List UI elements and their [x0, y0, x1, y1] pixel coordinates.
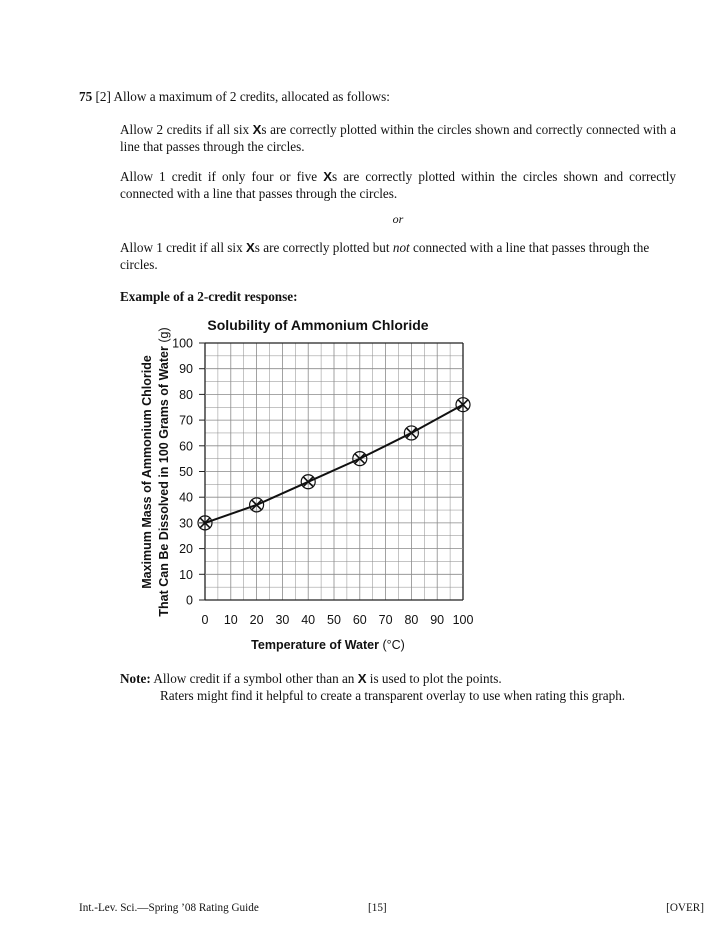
rule2-x-symbol: X — [323, 169, 332, 184]
y-tick-label: 70 — [179, 413, 193, 428]
question-number: 75 — [79, 89, 93, 104]
y-tick-label: 0 — [186, 593, 193, 608]
y-tick-label: 60 — [179, 439, 193, 454]
x-tick-label: 70 — [378, 613, 393, 627]
x-tick-label: 0 — [201, 613, 209, 627]
y-tick-label: 80 — [179, 387, 193, 402]
x-tick-label: 50 — [327, 613, 341, 627]
y-tick-label: 100 — [172, 336, 193, 351]
y-axis-label-line2-text: That Can Be Dissolved in 100 Grams of Water — [157, 346, 171, 617]
note-x-symbol: X — [357, 671, 367, 686]
question-marks: [2] — [95, 89, 111, 104]
note-line-2: Raters might find it helpful to create a transparent overlay to use when rating this graph. — [160, 688, 626, 703]
note-label: Note: — [120, 671, 151, 686]
chart-title: Solubility of Ammonium Chloride — [207, 317, 429, 333]
x-tick-label: 10 — [223, 613, 238, 627]
x-tick-label: 90 — [430, 613, 445, 627]
footer-page-number: [15] — [368, 902, 387, 914]
question-intro: Allow a maximum of 2 credits, allocated as follows: — [113, 89, 390, 104]
footer-right: [OVER] — [666, 902, 704, 914]
x-axis-label — [251, 638, 405, 652]
x-tick-label: 20 — [249, 613, 264, 627]
rule3-x-symbol: X — [246, 240, 255, 255]
y-axis-label-line2 — [157, 327, 171, 616]
rule1-text-a: Allow 2 credits if all six — [120, 122, 250, 137]
y-axis-label-unit: (g) — [157, 327, 171, 343]
rule3-text-a: Allow 1 credit if all six — [120, 240, 243, 255]
rule2-text-a: Allow 1 credit if only four or five — [120, 169, 318, 184]
x-axis-label-text: Temperature of Water — [251, 638, 379, 652]
x-tick-label: 80 — [404, 613, 419, 627]
chart-axis-ticks — [172, 337, 473, 628]
or-separator: or — [392, 212, 404, 226]
rule3-not-emphasis: not — [392, 240, 410, 255]
footer-left: Int.-Lev. Sci.—Spring ’08 Rating Guide — [79, 902, 259, 914]
x-tick-label: 100 — [452, 613, 474, 627]
x-axis-label-unit: (°C) — [382, 638, 405, 652]
x-tick-label: 60 — [352, 613, 367, 627]
y-tick-label: 10 — [179, 567, 193, 582]
y-tick-label: 30 — [179, 516, 193, 531]
y-tick-label: 20 — [179, 542, 193, 557]
rule1-x-symbol: X — [252, 122, 262, 137]
note-text-a: Allow credit if a symbol other than an — [153, 671, 355, 686]
y-tick-label: 90 — [179, 362, 193, 377]
example-heading: Example of a 2-credit response: — [120, 289, 298, 304]
rule3-text-b: s are correctly plotted but — [254, 240, 390, 255]
y-tick-label: 40 — [179, 490, 193, 505]
x-tick-label: 30 — [275, 613, 290, 627]
y-tick-label: 50 — [179, 465, 193, 479]
rule1-text-b: s are correctly plotted within the circles shown and correctly connected with a line that passes through the circles. — [120, 122, 676, 154]
y-axis-label-line1: Maximum Mass of Ammonium Chloride — [140, 355, 154, 589]
note-line-1 — [120, 670, 700, 687]
x-tick-label: 40 — [301, 613, 316, 627]
rule3-text-c: connected with a line that passes through the circles. — [120, 240, 650, 272]
note-text-b: is used to plot the points. — [369, 671, 502, 686]
rule2-text-b: s are correctly plotted within the circles shown and correctly connected with a line that passes through the circles. — [120, 169, 677, 201]
